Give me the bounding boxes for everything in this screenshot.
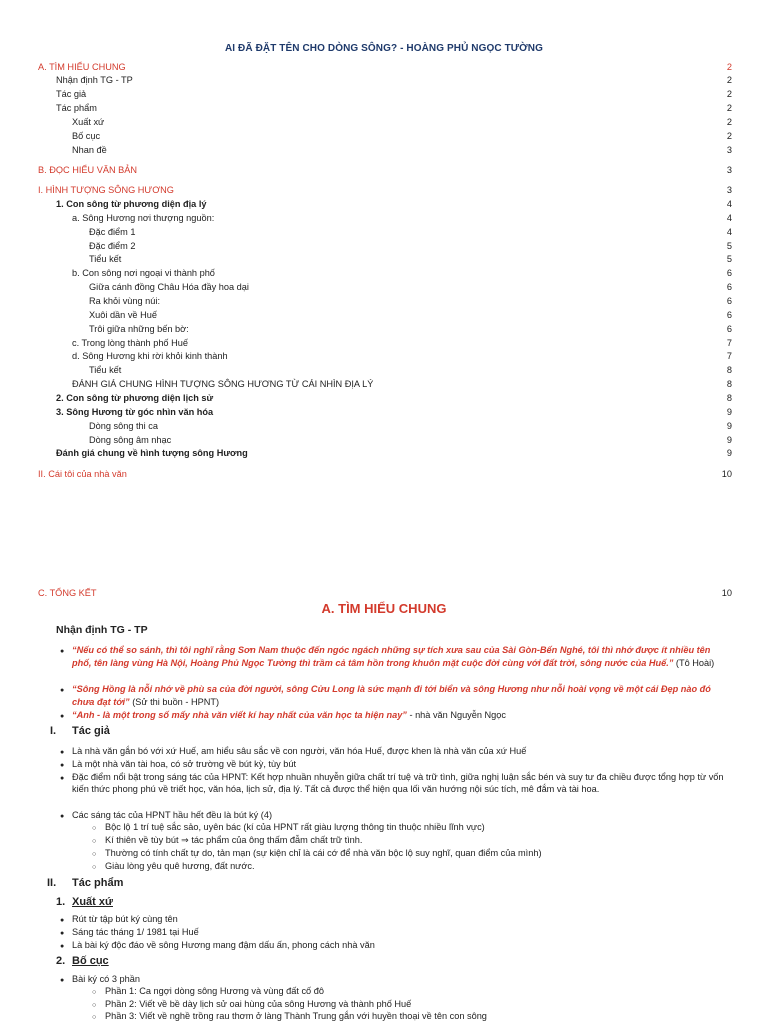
list-item: Là một nhà văn tài hoa, có sở trường về bút kỳ, tùy bút — [72, 759, 297, 769]
circle-bullet-icon: ○ — [92, 1014, 97, 1021]
toc-entry[interactable]: d. Sông Hương khi rời khỏi kinh thành 7 — [72, 351, 732, 361]
quote-item: “Sông Hồng là nỗi nhớ về phù sa của đời người, sông Cửu Long là sức mạnh đi tới biển và sông Hương như nỗi hoài vọng về một cái Đẹp nào đó chưa đạt tới” (Sử thi buồn - HPNT) — [72, 684, 711, 707]
bullet-icon: ● — [60, 648, 65, 655]
document-title: AI ĐÃ ĐẶT TÊN CHO DÒNG SÔNG? - HOÀNG PHỦ NGỌC TƯỜNG — [224, 43, 544, 54]
circle-bullet-icon: ○ — [92, 864, 97, 871]
toc-entry[interactable]: Nhận định TG - TP 2 — [56, 75, 732, 85]
toc-entry[interactable]: Tiểu kết 5 — [89, 254, 732, 264]
list-item: Là nhà văn gắn bó với xứ Huế, am hiểu sâu sắc về con người, văn hóa Huế, được khen là nhà văn của xứ Huế — [72, 746, 527, 756]
toc-entry[interactable]: b. Con sông nơi ngoại vi thành phố 6 — [72, 268, 732, 278]
sub-list-item: Kí thiên về tùy bút ⇒ tác phẩm của ông thấm đẫm chất trữ tình. — [105, 835, 363, 845]
toc-entry[interactable]: Đặc điểm 2 5 — [89, 241, 732, 251]
toc-entry[interactable]: Xuôi dần về Huế 6 — [89, 310, 732, 320]
toc-entry[interactable]: Dòng sông thi ca 9 — [89, 421, 732, 431]
toc-entry[interactable]: 3. Sông Hương từ góc nhìn văn hóa 9 — [56, 407, 732, 417]
toc-entry-c[interactable]: C. TỔNG KẾT 10 — [38, 588, 732, 598]
tacpham-heading: Tác phẩm — [72, 877, 124, 889]
toc-entry[interactable]: c. Trong lòng thành phố Huế 7 — [72, 338, 732, 348]
tacgia-number: I. — [50, 725, 57, 737]
list-item: Các sáng tác của HPNT hầu hết đều là bút ký (4) — [72, 810, 273, 820]
list-item: Là bài ký độc đáo về sông Hương mang đậm dấu ấn, phong cách nhà văn — [72, 940, 375, 950]
xuatxu-number: 1. — [56, 896, 66, 908]
toc-entry[interactable]: Giữa cánh đồng Châu Hóa đầy hoa dại 6 — [89, 282, 732, 292]
toc-entry[interactable]: a. Sông Hương nơi thượng nguồn: 4 — [72, 213, 732, 223]
toc-entry[interactable]: Xuất xứ 2 — [72, 117, 732, 127]
bocuc-heading: Bố cục — [72, 955, 109, 967]
list-item: Sáng tác tháng 1/ 1981 tại Huế — [72, 927, 199, 937]
toc-entry[interactable]: 2. Con sông từ phương diện lịch sử 8 — [56, 393, 732, 403]
bullet-icon: ● — [60, 762, 65, 769]
bullet-icon: ● — [60, 977, 65, 984]
section-heading-a: A. TÌM HIỂU CHUNG — [321, 601, 447, 616]
bullet-icon: ● — [60, 713, 65, 720]
circle-bullet-icon: ○ — [92, 838, 97, 845]
tacgia-heading: Tác giả — [72, 725, 110, 737]
toc-entry[interactable]: Nhan đề 3 — [72, 145, 732, 155]
toc-entry[interactable]: Đánh giá chung về hình tượng sông Hương 9 — [56, 448, 732, 458]
bullet-icon: ● — [60, 917, 65, 924]
toc-entry[interactable]: Đặc điểm 1 4 — [89, 227, 732, 237]
bullet-icon: ● — [60, 749, 65, 756]
bullet-icon: ● — [60, 687, 65, 694]
sub-list-item: Phần 2: Viết về bề dày lịch sử oai hùng của sông Hương và thành phố Huế — [105, 999, 412, 1009]
toc-entry-b[interactable]: B. ĐỌC HIỂU VĂN BẢN 3 — [38, 165, 732, 175]
bullet-icon: ● — [60, 930, 65, 937]
toc-entry[interactable]: Tiểu kết 8 — [89, 365, 732, 375]
toc-entry[interactable]: ĐÁNH GIÁ CHUNG HÌNH TƯỢNG SÔNG HƯƠNG TỪ CÁI NHÌN ĐỊA LÝ 8 — [72, 379, 732, 389]
sub-list-item: Giàu lòng yêu quê hương, đất nước. — [105, 861, 255, 871]
sub-list-item: Phần 1: Ca ngợi dòng sông Hương và vùng đất cố đô — [105, 986, 324, 996]
toc-entry-ii[interactable]: II. Cái tôi của nhà văn 10 — [38, 469, 732, 479]
toc-entry[interactable]: Dòng sông âm nhạc 9 — [89, 435, 732, 445]
circle-bullet-icon: ○ — [92, 825, 97, 832]
toc-entry[interactable]: Ra khỏi vùng núi: 6 — [89, 296, 732, 306]
sub-list-item: Phần 3: Viết về nghề trồng rau thơm ở làng Thành Trung gắn với huyền thoại về tên con sông — [105, 1011, 487, 1021]
xuatxu-heading: Xuất xứ — [72, 896, 113, 908]
toc-entry[interactable]: Trôi giữa những bến bờ: 6 — [89, 324, 732, 334]
tacpham-number: II. — [47, 877, 57, 889]
quote-item: “Anh - là một trong số mấy nhà văn viết kí hay nhất của văn học ta hiện nay” - nhà văn Nguyễn Ngọc — [72, 710, 506, 720]
toc-entry[interactable]: 1. Con sông từ phương diện địa lý 4 — [56, 199, 732, 209]
quote-item: “Nếu có thể so sánh, thì tôi nghĩ rằng Sơn Nam thuộc đến ngóc ngách những sự tích xưa sau của Sài Gòn-Bến Nghé, tôi thì nhớ được ít nhiều tên phố, tên làng vùng Hà Nội, Hoàng Phủ Ngọc Tường thì trầm cả tâm hồn trong khuôn mặt cuộc đời cùng với đất trời, sông nước của Huế.” (Tô Hoài) — [72, 645, 715, 668]
toc-entry-a[interactable]: A. TÌM HIỂU CHUNG 2 — [38, 62, 732, 72]
bocuc-number: 2. — [56, 955, 66, 967]
toc-entry[interactable]: Tác phẩm 2 — [56, 103, 732, 113]
bullet-icon: ● — [60, 775, 65, 782]
sub-list-item: Thường có tính chất tự do, tản mạn (sự kiện chỉ là cái cớ để nhà văn bộc lộ suy nghĩ, quan điểm của mình) — [105, 848, 542, 858]
toc-entry-i[interactable]: I. HÌNH TƯỢNG SÔNG HƯƠNG 3 — [38, 185, 732, 195]
list-item: Bài ký có 3 phần — [72, 974, 140, 984]
bullet-icon: ● — [60, 813, 65, 820]
list-item: Rút từ tập bút ký cùng tên — [72, 914, 178, 924]
toc-entry[interactable]: Tác giả 2 — [56, 89, 732, 99]
toc-entry[interactable]: Bố cục 2 — [72, 131, 732, 141]
circle-bullet-icon: ○ — [92, 1002, 97, 1009]
circle-bullet-icon: ○ — [92, 851, 97, 858]
circle-bullet-icon: ○ — [92, 989, 97, 996]
nhandinh-heading: Nhận định TG - TP — [56, 624, 148, 636]
sub-list-item: Bộc lộ 1 trí tuệ sắc sảo, uyên bác (kí của HPNT rất giàu lượng thông tin thuộc nhiều lĩnh vực) — [105, 822, 485, 832]
list-item: Đặc điểm nổi bật trong sáng tác của HPNT: Kết hợp nhuần nhuyễn giữa chất trí tuệ và trữ tình, giữa nghị luận sắc bén và suy tư đa chiều được tổng hợp từ vốn kiến thức phong phú về triết học, văn hóa, lịch sử, địa lý. Tất cả được thể hiện qua lối văn hướng nội súc tích, mê đắm và tài hoa. — [72, 772, 724, 794]
bullet-icon: ● — [60, 943, 65, 950]
